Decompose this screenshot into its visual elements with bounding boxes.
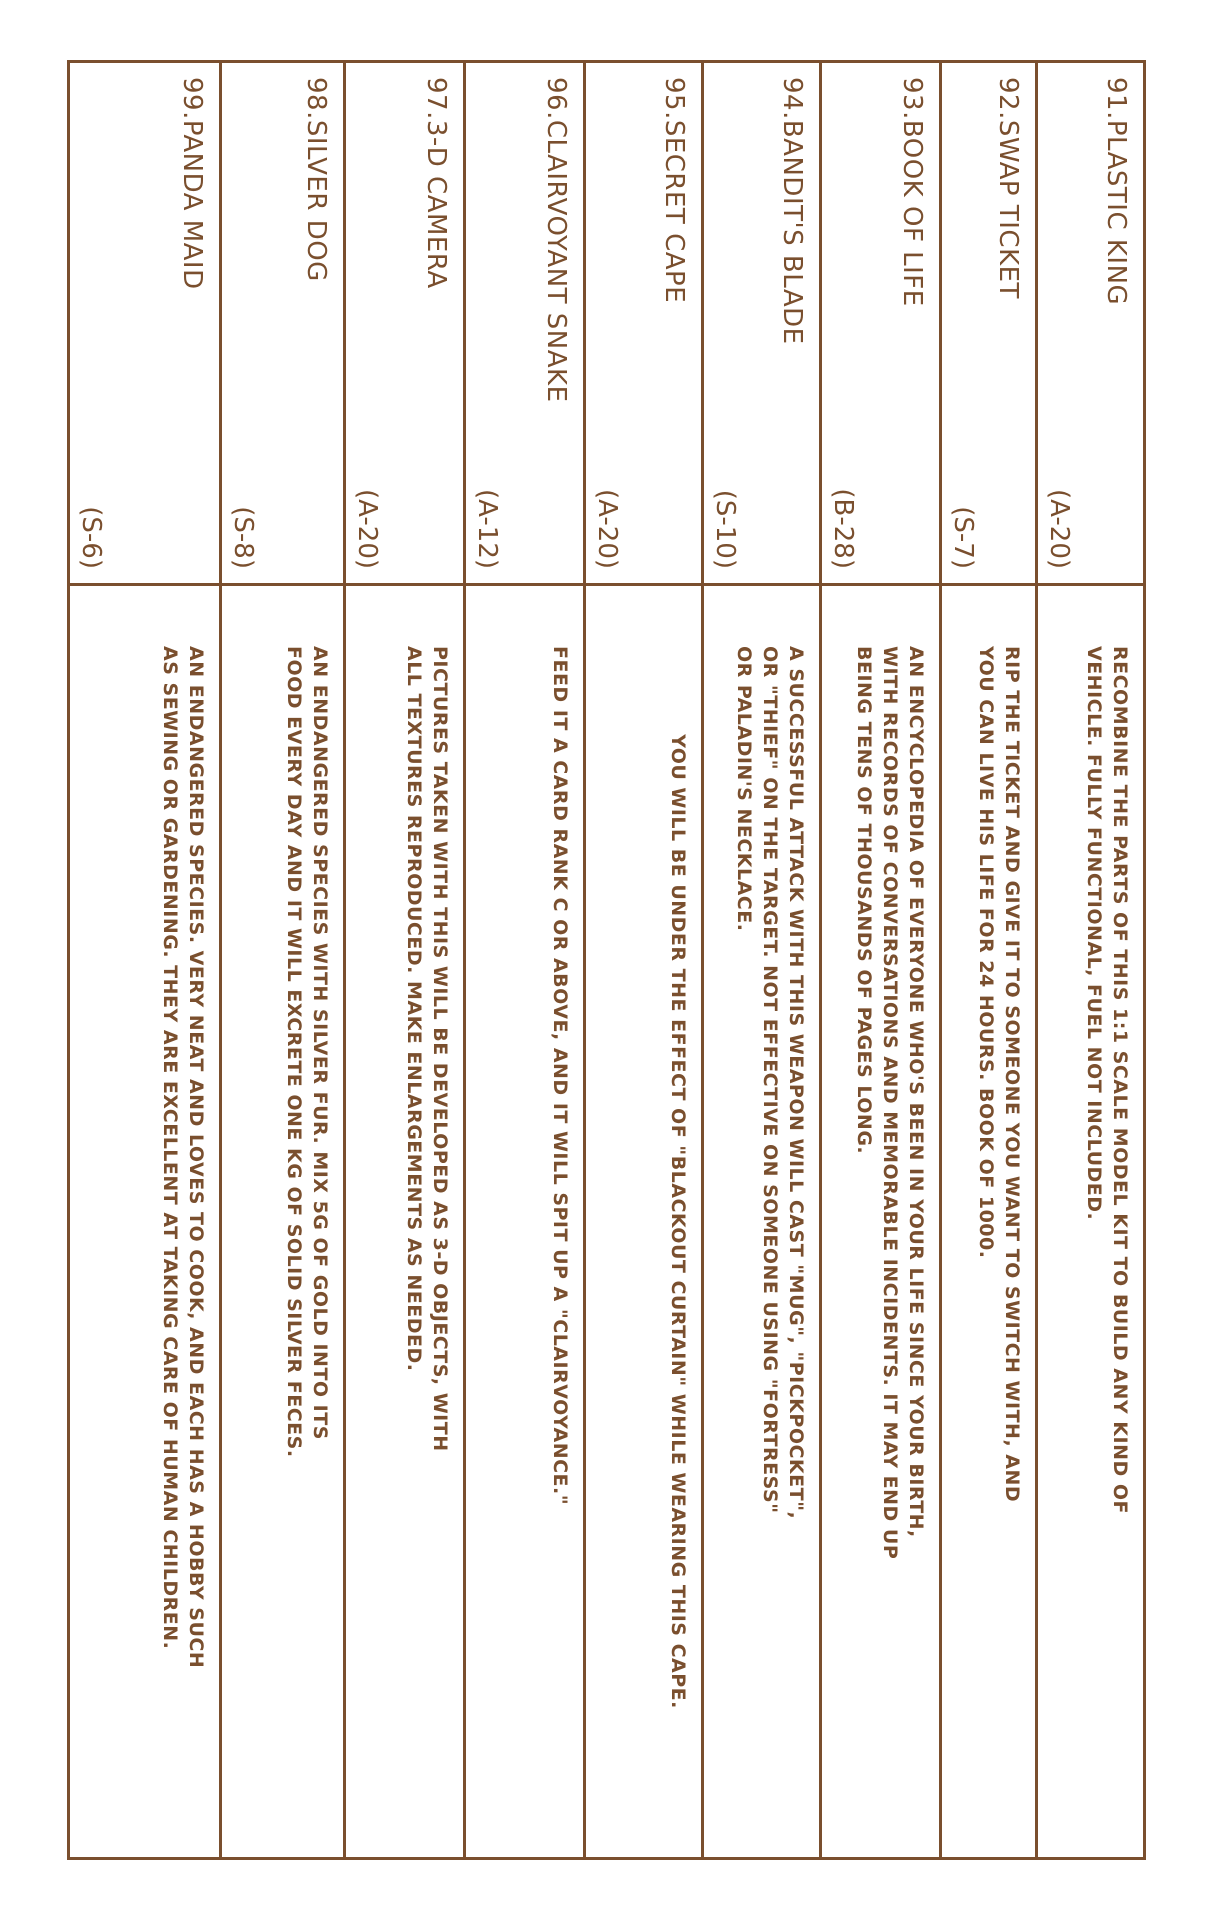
item-name-cell	[585, 62, 703, 585]
item-rank: (A-12)	[472, 489, 502, 569]
table-row	[703, 62, 821, 1859]
item-description-cell	[465, 585, 585, 1859]
table-row	[465, 62, 585, 1859]
item-name: 99.PANDA MAID	[177, 77, 207, 290]
item-name: 95.SECRET CAPE	[659, 77, 689, 304]
item-description: YOU WILL BE UNDER THE EFFECT OF "BLACKOUT CURTAIN" WHILE WEARING THIS CAPE.	[667, 734, 689, 1709]
item-description: A SUCCESSFUL ATTACK WITH THIS WEAPON WILL CAST "MUG", "PICKPOCKET", OR "THIEF" ON THE TARGET. NOT EFFECTIVE ON SOMEONE USING "FORTRESS" OR PALADIN'S NECKLACE.	[733, 646, 807, 1520]
item-description-cell	[703, 585, 821, 1859]
table-row	[821, 62, 941, 1859]
item-name-cell	[703, 62, 821, 585]
table-row	[221, 62, 345, 1859]
item-description: AN ENDANGERED SPECIES. VERY NEAT AND LOVES TO COOK, AND EACH HAS A HOBBY SUCH AS SEWING OR GARDENING. THEY ARE EXCELLENT AT TAKING CARE OF HUMAN CHILDREN.	[159, 646, 207, 1669]
item-name: 96.CLAIRVOYANT SNAKE	[541, 77, 571, 403]
item-name-cell	[345, 62, 465, 585]
table-row	[345, 62, 465, 1859]
item-name: 91.PLASTIC KING	[1101, 77, 1131, 306]
item-name-cell	[821, 62, 941, 585]
item-description-cell	[345, 585, 465, 1859]
item-rank: (A-20)	[1044, 489, 1074, 569]
item-name: 97.3-D CAMERA	[421, 77, 451, 289]
table-row	[585, 62, 703, 1859]
item-description-cell	[941, 585, 1037, 1859]
table-row	[941, 62, 1037, 1859]
item-name-cell	[941, 62, 1037, 585]
item-description-cell	[221, 585, 345, 1859]
item-rank: (S-10)	[710, 489, 740, 569]
item-description-cell	[69, 585, 221, 1859]
item-description: AN ENCYCLOPEDIA OF EVERYONE WHO'S BEEN IN YOUR LIFE SINCE YOUR BIRTH, WITH RECORDS OF CONVERSATIONS AND MEMORABLE INCIDENTS. IT MAY END UP BEING TENS OF THOUSANDS OF PAGES LONG.	[853, 646, 927, 1560]
item-description-cell	[585, 585, 703, 1859]
item-rank: (A-20)	[352, 489, 382, 569]
item-description: AN ENDANGERED SPECIES WITH SILVER FUR. MIX 5G OF GOLD INTO ITS FOOD EVERY DAY AND IT WILL EXCRETE ONE KG OF SOLID SILVER FECES.	[283, 646, 331, 1458]
table-row	[69, 62, 221, 1859]
item-description-cell	[821, 585, 941, 1859]
item-name-cell	[465, 62, 585, 585]
item-rank: (A-20)	[592, 489, 622, 569]
item-description: RIP THE TICKET AND GIVE IT TO SOMEONE YOU WANT TO SWITCH WITH, AND YOU CAN LIVE HIS LIFE FOR 24 HOURS. BOOK OF 1000.	[975, 646, 1023, 1503]
item-table-rotated	[70, 60, 1146, 1860]
item-description: PICTURES TAKEN WITH THIS WILL BE DEVELOPED AS 3-D OBJECTS, WITH ALL TEXTURES REPRODUCED. MAKE ENLARGEMENTS AS NEEDED.	[403, 646, 451, 1452]
item-name: 92.SWAP TICKET	[993, 77, 1023, 299]
item-rank: (S-7)	[948, 506, 978, 569]
item-name-cell	[221, 62, 345, 585]
item-table	[67, 60, 1146, 1860]
item-name: 94.BANDIT'S BLADE	[777, 77, 807, 345]
item-name: 93.BOOK OF LIFE	[897, 77, 927, 307]
item-name: 98.SILVER DOG	[301, 77, 331, 282]
item-description: FEED IT A CARD RANK C OR ABOVE, AND IT WILL SPIT UP A "CLAIRVOYANCE."	[549, 646, 571, 1506]
item-table-body	[69, 62, 1145, 1859]
item-name-cell	[69, 62, 221, 585]
item-name-cell	[1037, 62, 1145, 585]
table-row	[1037, 62, 1145, 1859]
item-description-cell	[1037, 585, 1145, 1859]
item-rank: (S-6)	[76, 506, 106, 569]
item-rank: (S-8)	[228, 506, 258, 569]
item-rank: (B-28)	[828, 488, 858, 569]
item-description: RECOMBINE THE PARTS OF THIS 1:1 SCALE MODEL KIT TO BUILD ANY KIND OF VEHICLE. FULLY FUNCTIONAL, FUEL NOT INCLUDED.	[1083, 646, 1131, 1514]
